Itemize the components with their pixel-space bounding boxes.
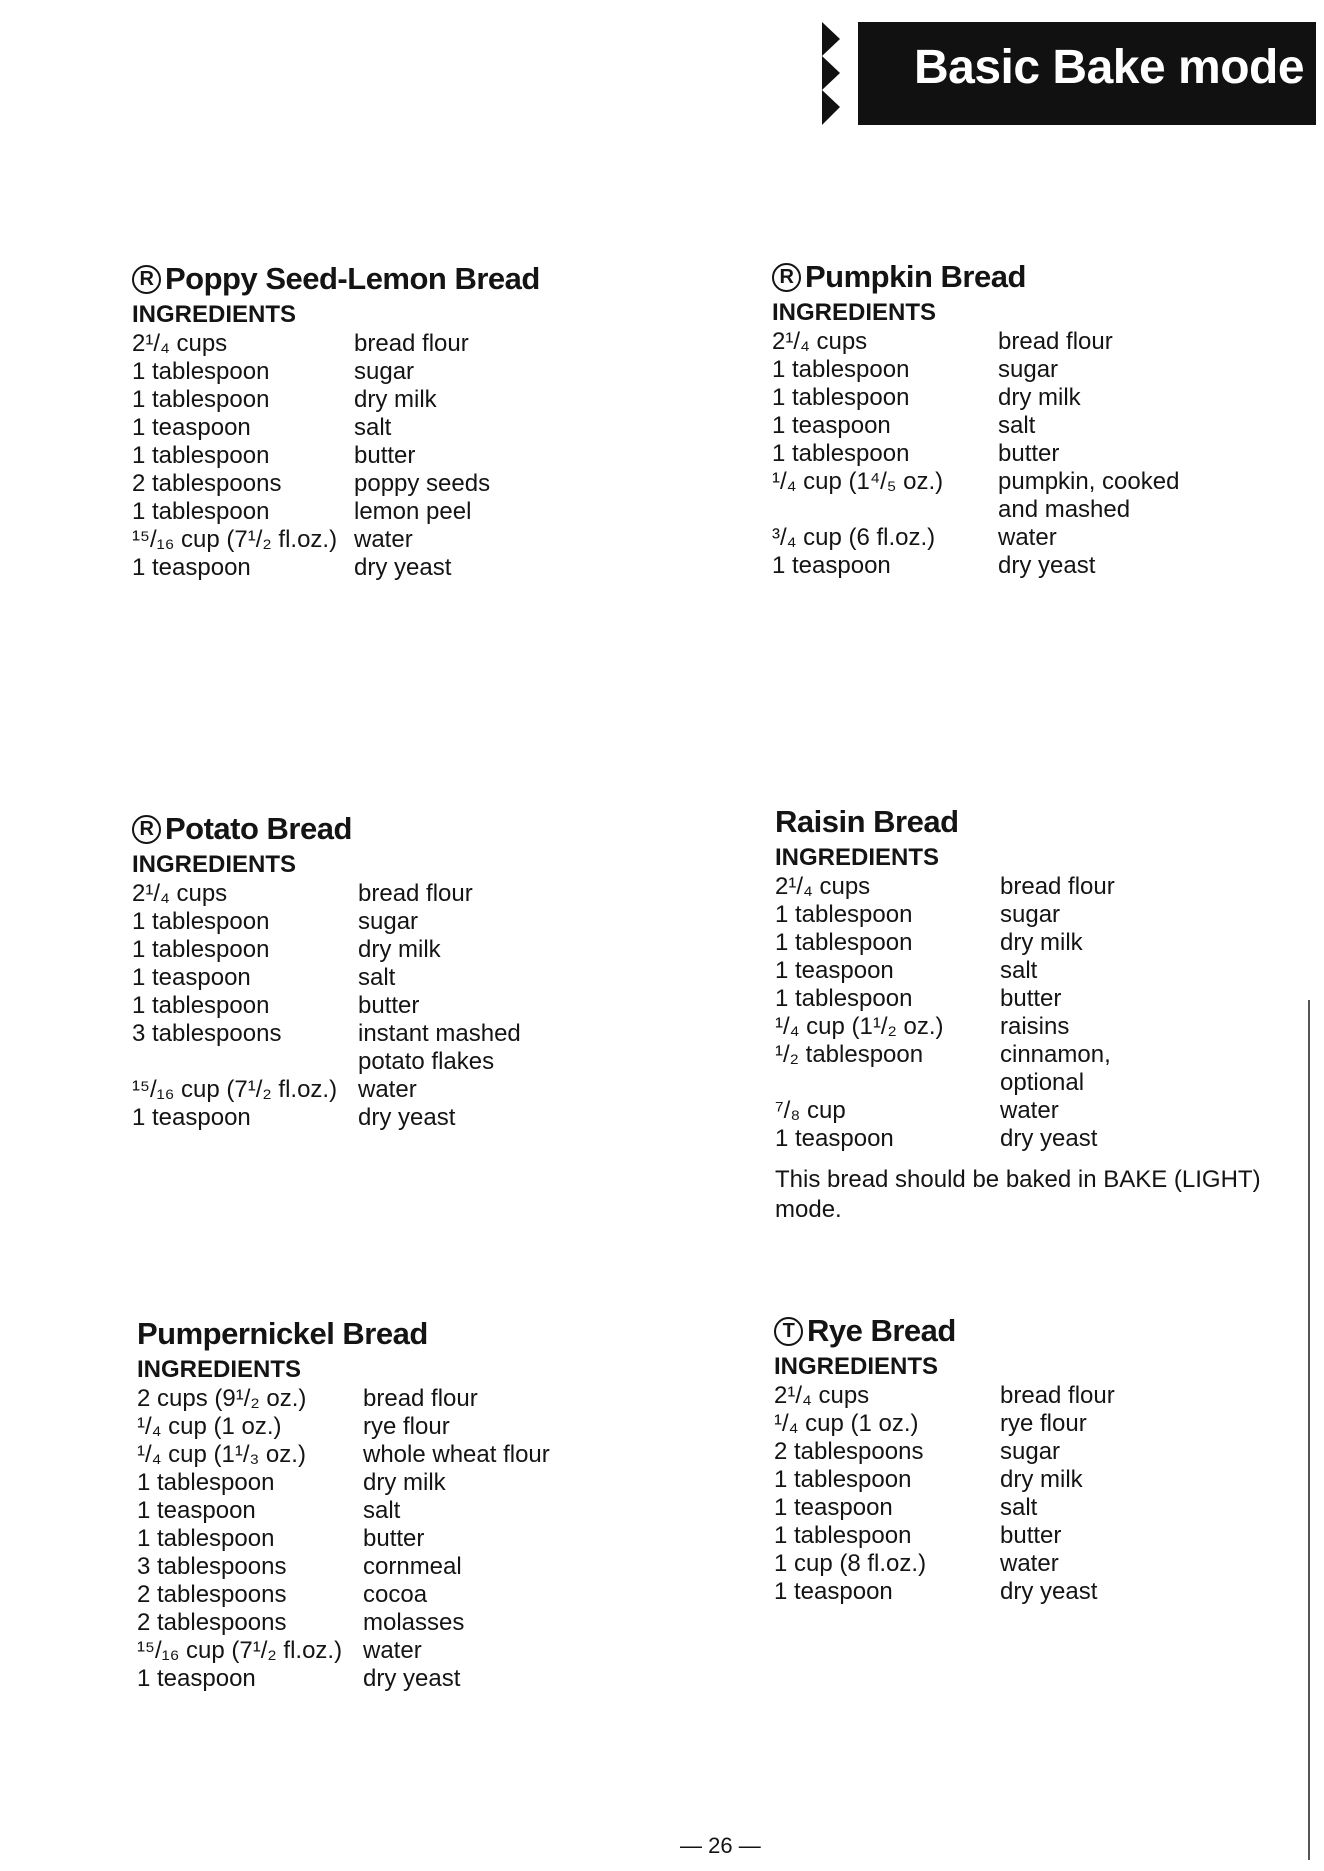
ingredient-quantity: 2¹/₄ cups [132, 330, 228, 357]
ingredient-name: bread flour [358, 880, 473, 907]
ingredient-row [137, 1385, 657, 1413]
ingredient-name: dry milk [1000, 1466, 1083, 1493]
ingredient-row [132, 992, 652, 1020]
ingredient-row [775, 901, 1295, 929]
ingredient-row [137, 1413, 657, 1441]
ingredient-row [137, 1553, 657, 1581]
ingredient-name: rye flour [1000, 1410, 1087, 1437]
ingredient-name: salt [358, 964, 396, 991]
ingredient-row [772, 356, 1292, 384]
ingredient-name: water [998, 524, 1057, 551]
ingredient-quantity: 2¹/₄ cups [132, 880, 228, 907]
ingredient-name: cocoa [363, 1581, 428, 1608]
ingredient-name: sugar [998, 356, 1059, 383]
recipe-title [772, 258, 1292, 296]
ingredient-row [772, 384, 1292, 412]
ingredient-row [774, 1438, 1294, 1466]
recipe-rye-bread [774, 1312, 1294, 1606]
ingredient-list [774, 1382, 1294, 1606]
ingredient-quantity: ¹⁵/₁₆ cup (7¹/₂ fl.oz.) [137, 1637, 343, 1664]
ingredient-quantity: 1 tablespoon [132, 498, 270, 525]
ingredients-heading: INGREDIENTS [132, 851, 297, 878]
ingredient-row [132, 964, 652, 992]
recipe-poppy-seed-lemon-bread [132, 260, 652, 582]
ingredient-quantity: 1 teaspoon [132, 414, 251, 441]
ingredient-name: dry milk [363, 1469, 446, 1496]
ingredient-quantity: ¹/₂ tablespoon [775, 1041, 924, 1068]
ingredient-name: salt [998, 412, 1036, 439]
ingredient-row [132, 386, 652, 414]
ingredient-quantity: 1 tablespoon [772, 356, 910, 383]
ingredient-row [132, 414, 652, 442]
ingredient-name: sugar [1000, 1438, 1061, 1465]
ingredient-name: instant mashed [358, 1020, 521, 1047]
ingredient-name: bread flour [363, 1385, 478, 1412]
ingredient-quantity: ¹/₄ cup (1¹/₃ oz.) [137, 1441, 306, 1468]
ingredient-quantity: 1 teaspoon [132, 554, 251, 581]
ingredient-row [132, 880, 652, 908]
ingredient-quantity: 1 teaspoon [132, 964, 251, 991]
ingredient-row [774, 1410, 1294, 1438]
ingredients-heading: INGREDIENTS [772, 299, 937, 326]
ingredient-row [772, 440, 1292, 468]
ingredient-name: sugar [358, 908, 419, 935]
recipe-title [774, 1312, 1294, 1350]
ingredient-name: butter [998, 440, 1060, 467]
recipe-title-text: Pumpkin Bread [805, 259, 1026, 294]
ingredient-row [774, 1494, 1294, 1522]
ingredient-name: butter [363, 1525, 425, 1552]
ingredient-row [132, 470, 652, 498]
ingredients-heading: INGREDIENTS [137, 1356, 302, 1383]
ingredient-quantity: ¹/₄ cup (1 oz.) [774, 1410, 919, 1437]
page-number: — 26 — [680, 1833, 761, 1858]
recipe-note: This bread should be baked in BAKE (LIGHT) mode. [775, 1166, 1261, 1223]
ingredient-row [137, 1441, 657, 1469]
ingredient-list [137, 1385, 657, 1693]
ingredient-list [775, 873, 1295, 1153]
ingredient-quantity: 1 cup (8 fl.oz.) [774, 1550, 927, 1577]
ingredient-row [137, 1525, 657, 1553]
ingredient-row [132, 442, 652, 470]
ingredient-quantity: 1 tablespoon [132, 936, 270, 963]
ingredient-list [772, 328, 1292, 580]
ingredient-quantity: 1 teaspoon [774, 1494, 893, 1521]
ingredient-quantity: 1 tablespoon [774, 1522, 912, 1549]
ingredient-name: bread flour [1000, 1382, 1115, 1409]
ingredient-row [775, 1013, 1295, 1041]
ingredient-name: water [354, 526, 413, 553]
recipe-title-text: Pumpernickel Bread [137, 1316, 428, 1351]
ingredient-name: salt [354, 414, 392, 441]
recipe-type-mark: R [132, 815, 161, 844]
ingredient-name: dry yeast [363, 1665, 461, 1692]
ingredient-quantity: 1 tablespoon [775, 985, 913, 1012]
ingredient-name: butter [358, 992, 420, 1019]
ingredient-quantity [772, 496, 998, 524]
ingredient-row [775, 1069, 1295, 1097]
recipe-title-text: Raisin Bread [775, 804, 959, 839]
ingredient-row [132, 936, 652, 964]
ingredient-quantity: 2¹/₄ cups [774, 1382, 870, 1409]
ingredient-quantity: 1 tablespoon [774, 1466, 912, 1493]
ingredient-quantity: 2¹/₄ cups [775, 873, 871, 900]
ingredient-name: bread flour [1000, 873, 1115, 900]
ingredient-quantity: 1 tablespoon [775, 901, 913, 928]
ingredient-name: dry milk [1000, 929, 1083, 956]
recipe-title [132, 810, 652, 848]
ingredient-name: water [1000, 1550, 1059, 1577]
ingredient-row [775, 1041, 1295, 1069]
ingredient-name: water [363, 1637, 422, 1664]
ingredient-row [775, 873, 1295, 901]
ingredient-row [132, 908, 652, 936]
recipe-raisin-bread [775, 803, 1295, 1225]
ingredient-name: water [1000, 1097, 1059, 1124]
ingredient-quantity: 1 teaspoon [137, 1665, 256, 1692]
ingredient-row [774, 1382, 1294, 1410]
ingredient-quantity: 1 teaspoon [132, 1104, 251, 1131]
recipe-pumpkin-bread [772, 258, 1292, 580]
ingredient-quantity: 1 tablespoon [132, 386, 270, 413]
ingredient-name: sugar [354, 358, 415, 385]
ingredient-row [137, 1469, 657, 1497]
ingredient-row [772, 328, 1292, 356]
section-banner [822, 22, 1316, 125]
ingredient-name: dry yeast [1000, 1125, 1098, 1152]
ingredient-quantity: 1 teaspoon [775, 957, 894, 984]
ingredient-name: cornmeal [363, 1553, 462, 1580]
ingredient-quantity: 1 teaspoon [137, 1497, 256, 1524]
ingredient-name: bread flour [998, 328, 1113, 355]
ingredient-quantity: 1 teaspoon [772, 552, 891, 579]
ingredient-row [772, 496, 1292, 524]
ingredient-name: dry yeast [998, 552, 1096, 579]
ingredient-row [774, 1522, 1294, 1550]
ingredient-name: cinnamon, [1000, 1041, 1111, 1068]
ingredient-list [132, 330, 652, 582]
ingredient-name: sugar [1000, 901, 1061, 928]
ingredient-name: bread flour [354, 330, 469, 357]
ingredient-quantity: 2 tablespoons [137, 1609, 287, 1636]
ingredient-quantity: ¹/₄ cup (1¹/₂ oz.) [775, 1013, 944, 1040]
ingredient-name: dry milk [998, 384, 1081, 411]
ingredient-row [132, 358, 652, 386]
ingredient-row [132, 554, 652, 582]
ingredient-name: raisins [1000, 1013, 1070, 1040]
ingredient-row [774, 1550, 1294, 1578]
ingredient-row [137, 1637, 657, 1665]
ingredient-name: dry yeast [358, 1104, 456, 1131]
ingredient-quantity: 3 tablespoons [132, 1020, 282, 1047]
ingredient-row [772, 468, 1292, 496]
ingredient-quantity: 1 tablespoon [132, 908, 270, 935]
recipe-title [137, 1315, 657, 1353]
recipe-title-text: Poppy Seed-Lemon Bread [165, 261, 540, 296]
recipe-potato-bread [132, 810, 652, 1132]
ingredient-row [132, 498, 652, 526]
ingredient-quantity: 1 tablespoon [775, 929, 913, 956]
page-edge-line [1308, 1000, 1310, 1860]
recipe-pumpernickel-bread [137, 1315, 657, 1693]
recipe-type-mark: R [132, 265, 161, 294]
ingredient-name: and mashed [998, 496, 1131, 523]
ingredient-quantity: 3 tablespoons [137, 1553, 287, 1580]
ingredient-name: rye flour [363, 1413, 450, 1440]
ingredients-heading: INGREDIENTS [774, 1353, 939, 1380]
ingredient-name: dry yeast [1000, 1578, 1098, 1605]
ingredient-quantity: 1 tablespoon [137, 1525, 275, 1552]
ingredient-name: whole wheat flour [363, 1441, 550, 1468]
ingredient-quantity: ⁷/₈ cup [775, 1097, 846, 1124]
ingredient-name: lemon peel [354, 498, 472, 525]
banner-notch-shape [822, 22, 858, 125]
ingredient-row [132, 1020, 652, 1048]
ingredient-row [772, 552, 1292, 580]
ingredient-quantity: 1 tablespoon [772, 384, 910, 411]
ingredient-quantity: 2¹/₄ cups [772, 328, 868, 355]
ingredient-name: dry milk [354, 386, 437, 413]
recipe-type-mark: T [774, 1317, 803, 1346]
recipe-title-text: Potato Bread [165, 811, 352, 846]
ingredient-name: salt [363, 1497, 401, 1524]
ingredient-name: poppy seeds [354, 470, 491, 497]
recipe-title [775, 803, 1295, 841]
ingredient-quantity: 1 teaspoon [774, 1578, 893, 1605]
ingredient-quantity: 2 tablespoons [132, 470, 282, 497]
ingredient-quantity [775, 1069, 1000, 1097]
recipe-title-text: Rye Bread [807, 1313, 956, 1348]
ingredient-quantity: 1 tablespoon [137, 1469, 275, 1496]
ingredient-row [775, 929, 1295, 957]
ingredient-row [132, 1104, 652, 1132]
ingredient-quantity: 2 tablespoons [137, 1581, 287, 1608]
ingredient-row [132, 1076, 652, 1104]
ingredient-name: dry milk [358, 936, 441, 963]
ingredient-name: butter [1000, 985, 1062, 1012]
ingredient-name: pumpkin, cooked [998, 468, 1180, 495]
ingredient-row [774, 1578, 1294, 1606]
ingredient-quantity: ¹/₄ cup (1⁴/₅ oz.) [772, 468, 944, 495]
ingredient-quantity: ¹/₄ cup (1 oz.) [137, 1413, 282, 1440]
ingredient-quantity: 1 tablespoon [132, 358, 270, 385]
ingredient-row [775, 957, 1295, 985]
ingredient-row [137, 1609, 657, 1637]
ingredient-quantity: 1 tablespoon [132, 992, 270, 1019]
ingredient-row [132, 526, 652, 554]
ingredient-name: optional [1000, 1069, 1085, 1096]
ingredient-row [775, 1125, 1295, 1153]
ingredient-row [137, 1581, 657, 1609]
ingredient-quantity: ³/₄ cup (6 fl.oz.) [772, 524, 936, 551]
ingredient-list [132, 880, 652, 1132]
ingredient-quantity: ¹⁵/₁₆ cup (7¹/₂ fl.oz.) [132, 1076, 338, 1103]
ingredient-row [132, 1048, 652, 1076]
ingredient-name: molasses [363, 1609, 465, 1636]
banner-title: Basic Bake mode [914, 41, 1305, 94]
ingredient-row [772, 412, 1292, 440]
ingredient-row [774, 1466, 1294, 1494]
ingredient-name: butter [1000, 1522, 1062, 1549]
ingredient-name: potato flakes [358, 1048, 495, 1075]
ingredient-row [137, 1497, 657, 1525]
ingredient-name: salt [1000, 957, 1038, 984]
ingredient-name: dry yeast [354, 554, 452, 581]
ingredient-quantity: ¹⁵/₁₆ cup (7¹/₂ fl.oz.) [132, 526, 338, 553]
ingredient-quantity: 2 tablespoons [774, 1438, 924, 1465]
ingredient-name: butter [354, 442, 416, 469]
ingredient-row [772, 524, 1292, 552]
ingredient-quantity: 1 teaspoon [772, 412, 891, 439]
ingredient-row [137, 1665, 657, 1693]
ingredient-name: water [358, 1076, 417, 1103]
ingredient-name: salt [1000, 1494, 1038, 1521]
recipe-title [132, 260, 652, 298]
ingredient-quantity [132, 1048, 358, 1076]
ingredient-row [132, 330, 652, 358]
ingredient-quantity: 2 cups (9¹/₂ oz.) [137, 1385, 307, 1412]
ingredient-quantity: 1 tablespoon [132, 442, 270, 469]
ingredients-heading: INGREDIENTS [775, 844, 940, 871]
recipe-type-mark: R [772, 263, 801, 292]
ingredient-quantity: 1 tablespoon [772, 440, 910, 467]
ingredient-row [775, 985, 1295, 1013]
ingredients-heading: INGREDIENTS [132, 301, 297, 328]
ingredient-quantity: 1 teaspoon [775, 1125, 894, 1152]
ingredient-row [775, 1097, 1295, 1125]
